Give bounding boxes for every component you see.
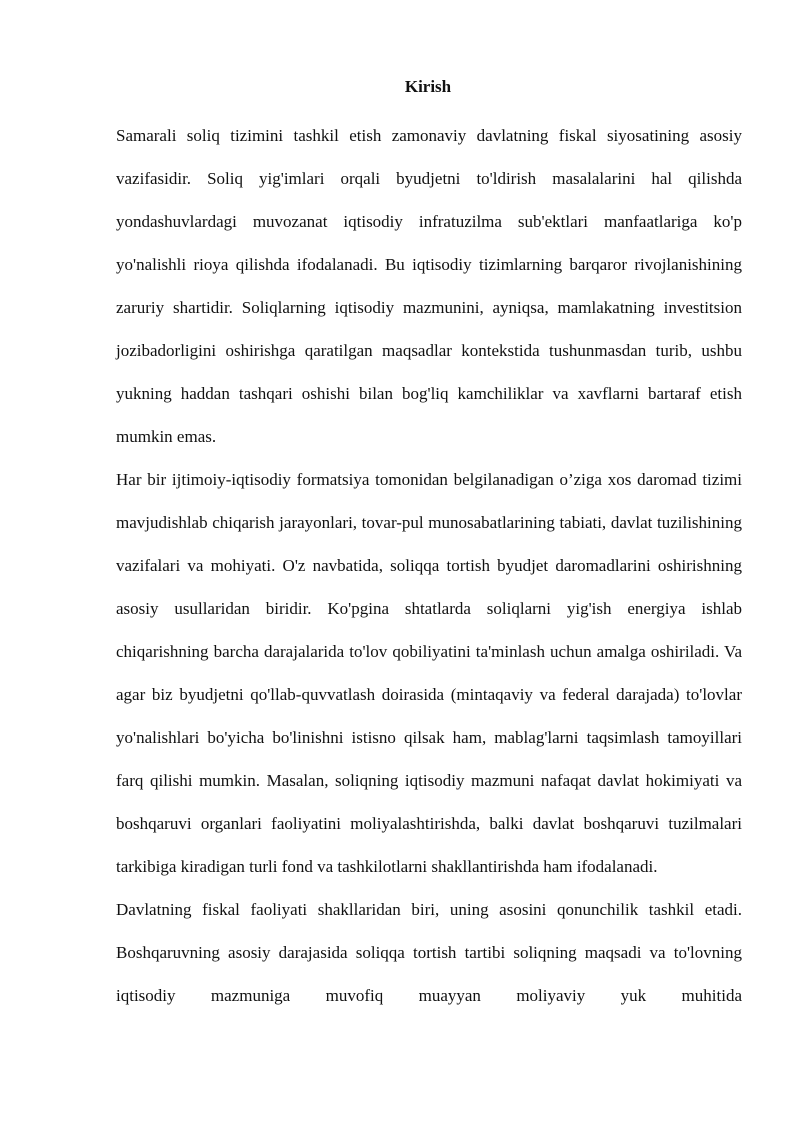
paragraph-1 bbox=[116, 114, 742, 458]
paragraph-text: Samarali soliq tizimini tashkil etish zamonaviy davlatning fiskal siyosatining asosiy vazifasidir. Soliq yig'imlari orqali byudjetni to'ldirish masalalarini hal qilishda yondashuvlardagi muvozanat iqtisodiy infratuzilma sub'ektlari manfaatlariga ko'p yo'nalishli rioya qilishda ifodalanadi. Bu iqtisodiy tizimlarning barqaror rivojlanishining zaruriy shartidir. Soliqlarning iqtisodiy mazmunini, ayniqsa, mamlakatning investitsion jozibadorligini oshirishga qaratilgan maqsadlar kontekstida tushunmasdan turib, ushbu yukning haddan tashqari oshishi bilan bog'liq kamchiliklar va xavflarni bartaraf etish mumkin emas. bbox=[116, 126, 742, 446]
paragraph-3 bbox=[116, 888, 742, 1017]
document-body bbox=[116, 114, 742, 1017]
paragraph-text: Davlatning fiskal faoliyati shakllaridan biri, uning asosini qonunchilik tashkil etadi. Boshqaruvning asosiy darajasida soliqqa tortish tartibi soliqning maqsadi va to'lovning iqtisodiy mazmuniga muvofiq muayyan moliyaviy yuk muhitida bbox=[116, 900, 742, 1005]
document-title: Kirish bbox=[404, 77, 452, 96]
paragraph-text: Har bir ijtimoiy-iqtisodiy formatsiya tomonidan belgilanadigan o’ziga xos daromad tizimi mavjudishlab chiqarish jarayonlari, tovar-pul munosabatlarining tabiati, davlat tuzilishining vazifalari va mohiyati. O'z navbatida, soliqqa tortish byudjet daromadlarini oshirishning asosiy usullaridan biridir. Ko'pgina shtatlarda soliqlarni yig'ish energiya ishlab chiqarishning barcha darajalarida to'lov qobiliyatini ta'minlash uchun amalga oshiriladi. Va agar biz byudjetni qo'llab-quvvatlash doirasida (mintaqaviy va federal darajada) to'lovlar yo'nalishlari bo'yicha bo'linishni istisno qilsak ham, mablag'larni taqsimlash tamoyillari farq qilishi mumkin. Masalan, soliqning iqtisodiy mazmuni nafaqat davlat hokimiyati va boshqaruvi organlari faoliyatini moliyalashtirishda, balki davlat boshqaruvi tuzilmalari tarkibiga kiradigan turli fond va tashkilotlarni shakllantirishda ham ifodalanadi. bbox=[116, 470, 742, 876]
paragraph-2 bbox=[116, 458, 742, 888]
